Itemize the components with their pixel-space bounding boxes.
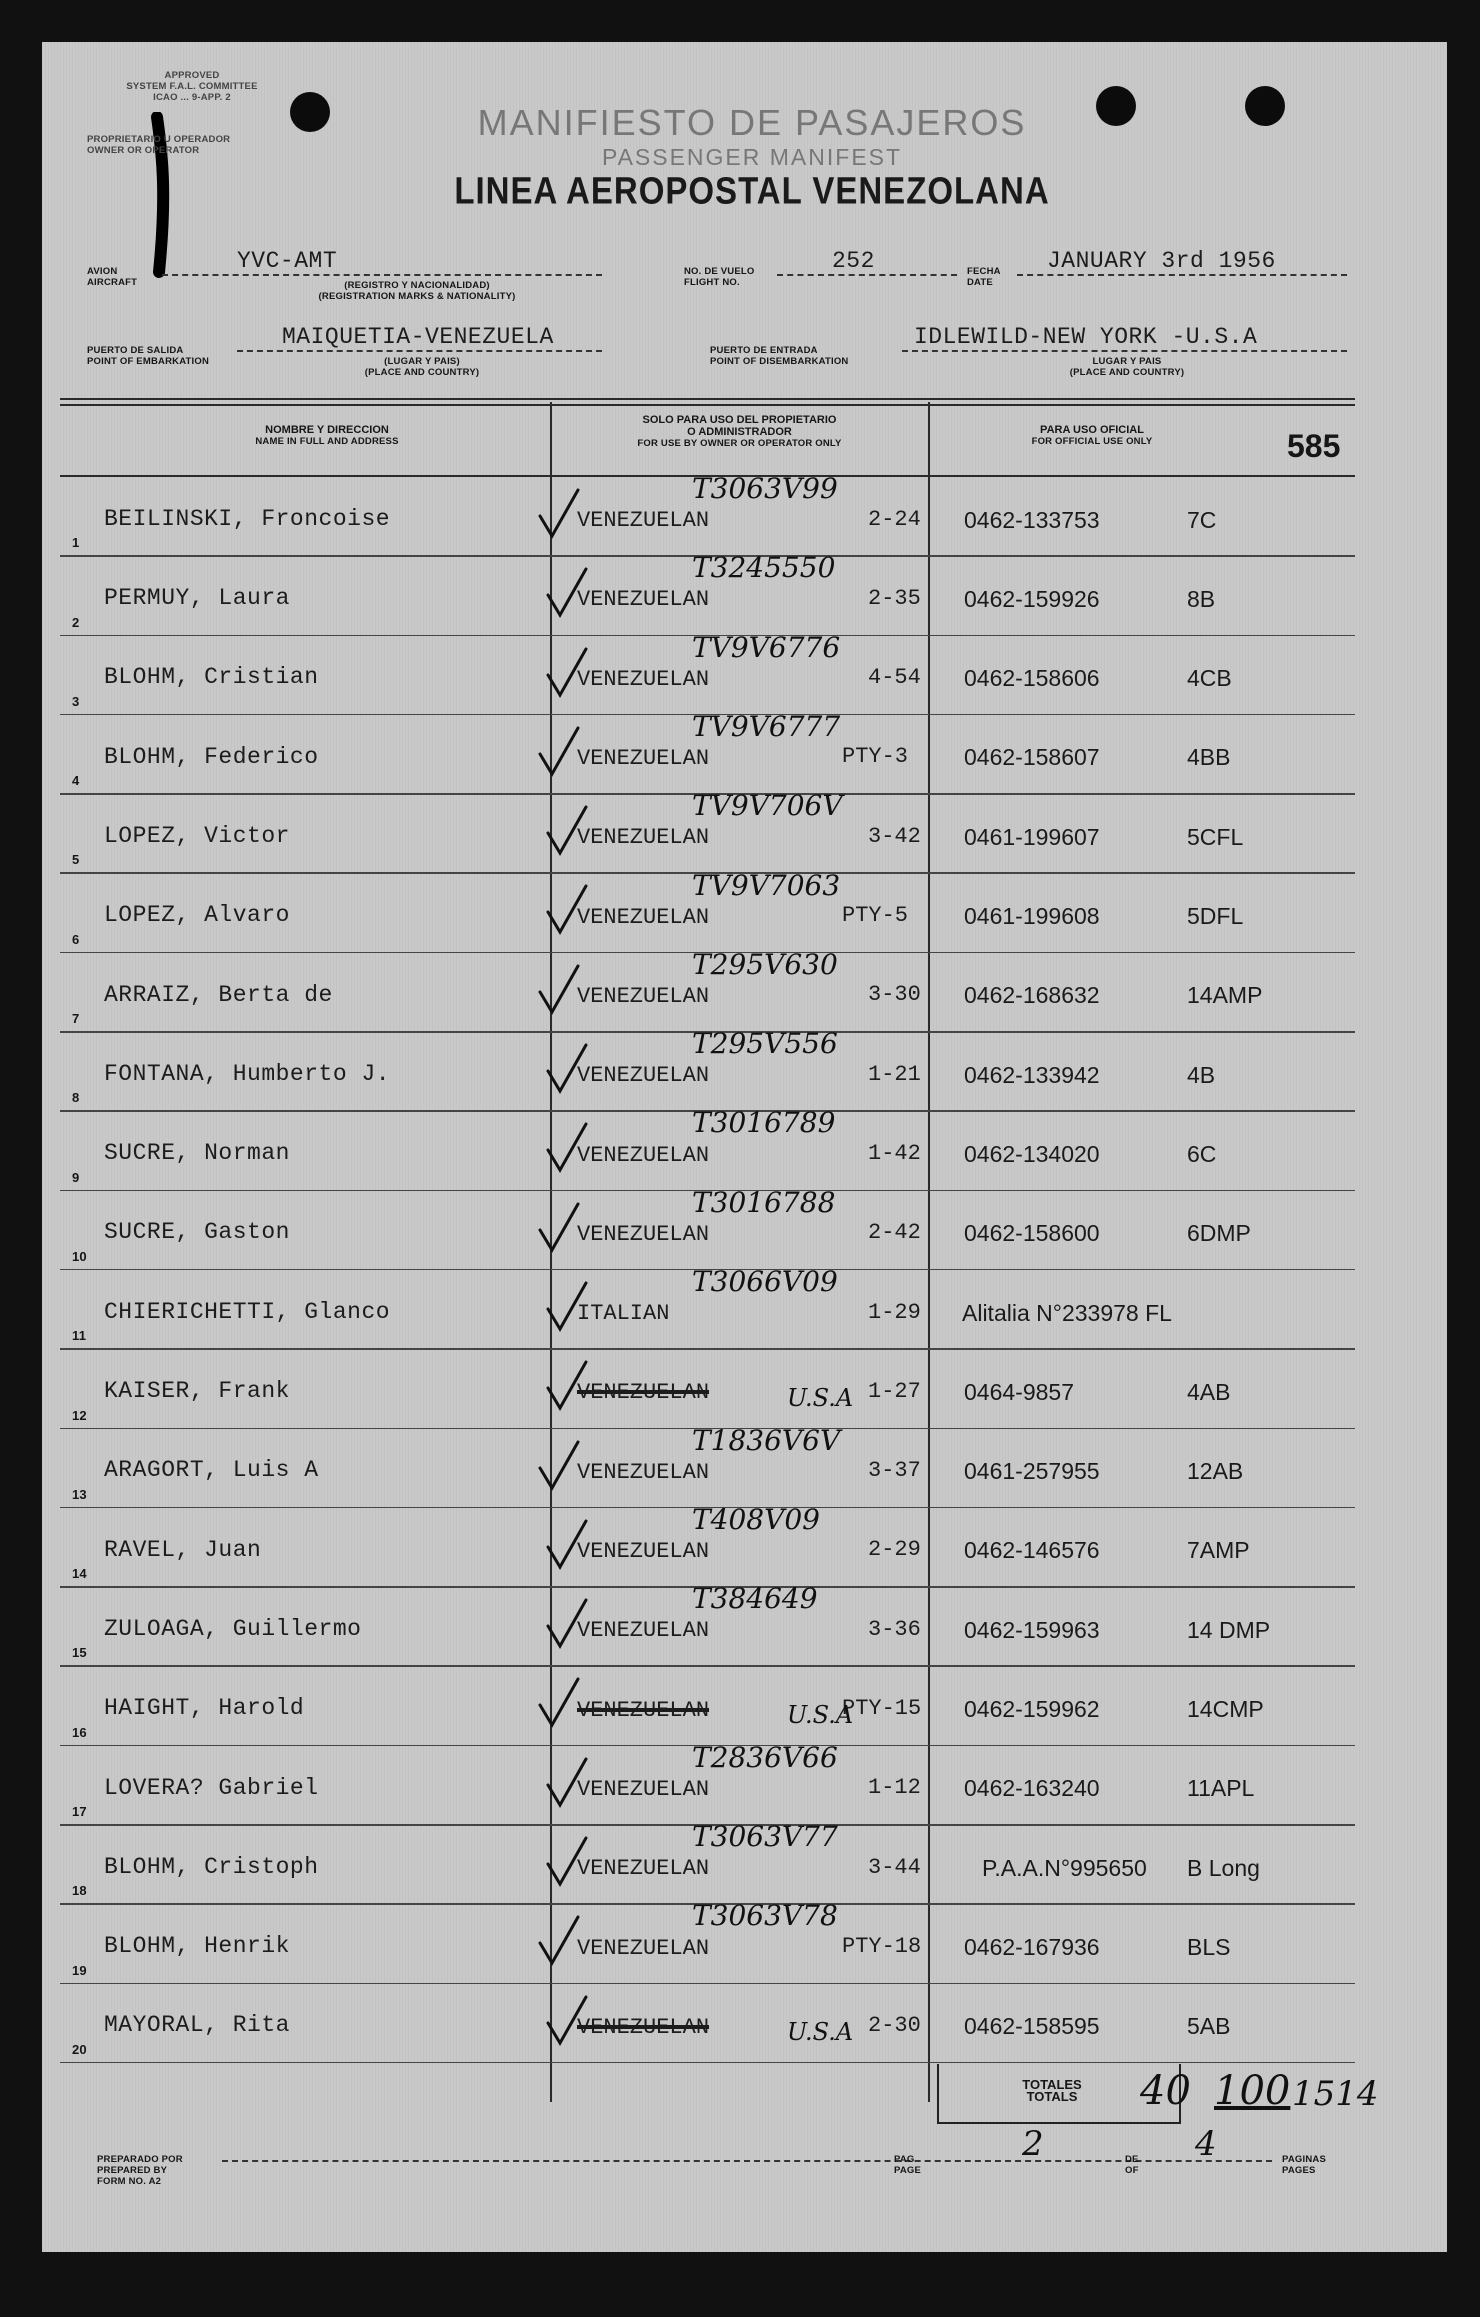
title-spanish: MANIFIESTO DE PASAJEROS	[477, 102, 1027, 143]
disembarkation-value: IDLEWILD-NEW YORK -U.S.A	[914, 324, 1258, 350]
nationality: VENEZUELAN	[577, 1063, 710, 1089]
passenger-code: 1-29	[868, 1299, 921, 1325]
check-mark-icon	[534, 724, 584, 784]
passenger-code: 1-27	[868, 1378, 921, 1404]
handwritten-ticket: T1836V6V	[692, 1423, 841, 1457]
passenger-code: 4-54	[868, 665, 921, 691]
passenger-code: PTY-3	[842, 744, 909, 770]
table-row	[42, 1899, 1372, 1984]
check-mark-icon	[542, 882, 592, 942]
ticket-number: 0461-199607	[964, 823, 1100, 850]
passenger-name: LOVERA? Gabriel	[104, 1774, 319, 1801]
ticket-number: 0462-134020	[964, 1140, 1100, 1167]
row-number: 14	[72, 1566, 87, 1582]
seat-code: 7C	[1187, 506, 1217, 533]
of-value: 4	[1195, 2124, 1217, 2164]
handwritten-ticket: T295V556	[692, 1027, 838, 1061]
ticket-number: 0462-133753	[964, 506, 1100, 533]
totals-hand-2: 100	[1214, 2068, 1291, 2114]
nationality: VENEZUELAN	[577, 983, 710, 1009]
passenger-code: 1-12	[868, 1775, 921, 1801]
check-mark-icon	[542, 1993, 592, 2053]
check-mark-icon	[542, 1120, 592, 1180]
passenger-code: 2-24	[868, 506, 921, 532]
ticket-number: 0462-167936	[964, 1933, 1100, 1960]
passenger-name: LOPEZ, Victor	[104, 822, 290, 849]
nationality: VENEZUELAN	[577, 1776, 710, 1802]
check-mark-icon	[542, 1279, 592, 1339]
page-number: 585	[1287, 428, 1341, 464]
handwritten-ticket: TV9V7063	[692, 868, 841, 902]
passenger-code: 2-35	[868, 585, 921, 611]
embarkation-value: MAIQUETIA-VENEZUELA	[282, 324, 554, 350]
manifest-sheet	[42, 42, 1447, 2252]
passenger-name: PERMUY, Laura	[104, 585, 290, 612]
seat-code: 14CMP	[1187, 1696, 1264, 1723]
punch-hole	[1096, 86, 1136, 126]
seat-code: 4B	[1187, 1061, 1216, 1088]
embarkation-sublabel: (LUGAR Y PAIS) (PLACE AND COUNTRY)	[364, 356, 480, 378]
passenger-code: 2-30	[868, 2013, 921, 2039]
page-label: PAG PAGE	[894, 2154, 922, 2176]
ticket-number: 0462-158606	[964, 665, 1100, 692]
nationality: VENEZUELAN	[577, 904, 710, 930]
seat-code: 5AB	[1187, 2013, 1231, 2040]
handwritten-ticket: T3063V78	[692, 1899, 838, 1933]
column-header-owner: SOLO PARA USO DEL PROPIETARIO O ADMINISTRADOR FOR USE BY OWNER OR OPERATOR ONLY	[637, 414, 842, 449]
pages-label: PAGINAS PAGES	[1282, 2154, 1326, 2176]
table-row	[42, 630, 1372, 716]
ticket-number: 0462-146576	[964, 1537, 1100, 1564]
approval-line: ICAO ... 9-APP. 2	[153, 92, 231, 103]
punch-hole	[290, 92, 330, 132]
nationality: VENEZUELAN	[577, 746, 710, 772]
seat-code: 12AB	[1187, 1458, 1244, 1485]
nationality: VENEZUELAN	[577, 1142, 710, 1168]
check-mark-icon	[542, 1358, 592, 1418]
seat-code: B Long	[1187, 1854, 1260, 1881]
owner-label-es: PROPRIETARIO U OPERADOR	[87, 134, 231, 145]
passenger-code: 3-36	[868, 1616, 921, 1642]
seat-code: 11APL	[1187, 1775, 1255, 1802]
table-row	[42, 1985, 1372, 2064]
check-mark-icon	[542, 1755, 592, 1815]
flight-label: NO. DE VUELO FLIGHT NO.	[684, 266, 755, 288]
ticket-number: 0462-158600	[964, 1220, 1100, 1247]
column-header-name: NOMBRE Y DIRECCION NAME IN FULL AND ADDRESS	[255, 424, 399, 447]
ticket-number: 0462-163240	[964, 1775, 1100, 1802]
ticket-number: 0462-158595	[964, 2013, 1100, 2040]
ticket-number: Alitalia N°233978 FL	[962, 1299, 1172, 1326]
passenger-name: BLOHM, Henrik	[104, 1933, 290, 1960]
row-number: 20	[72, 2041, 87, 2057]
row-number: 12	[72, 1407, 87, 1423]
ticket-number: 0461-257955	[964, 1458, 1100, 1485]
check-mark-icon	[542, 803, 592, 863]
check-mark-icon	[542, 1834, 592, 1894]
handwritten-ticket: T3245550	[692, 551, 836, 585]
ticket-number: 0461-199608	[964, 903, 1100, 930]
passenger-code: 3-42	[868, 823, 921, 849]
handwritten-ticket: TV9V6777	[692, 709, 841, 743]
nationality: ITALIAN	[577, 1301, 670, 1327]
nationality: VENEZUELAN	[577, 1221, 710, 1247]
passenger-code: 3-37	[868, 1458, 921, 1484]
passenger-code: 2-42	[868, 1220, 921, 1246]
table-row	[42, 1820, 1372, 1905]
aircraft-sublabel: (REGISTRO Y NACIONALIDAD) (REGISTRATION MARKS & NATIONALITY)	[318, 280, 516, 302]
table-row	[42, 1106, 1372, 1191]
row-number: 9	[72, 1169, 80, 1185]
passenger-name: ARAGORT, Luis A	[104, 1457, 319, 1484]
row-number: 5	[72, 852, 80, 868]
ticket-number: 0462-159926	[964, 585, 1100, 612]
passenger-name: LOPEZ, Alvaro	[104, 902, 290, 929]
check-mark-icon	[542, 565, 592, 625]
nationality: VENEZUELAN	[577, 1935, 710, 1961]
seat-code: 7AMP	[1187, 1537, 1250, 1564]
owner-label	[87, 134, 230, 156]
row-number: 15	[72, 1645, 87, 1661]
totals-hand-3: 1514	[1292, 2074, 1379, 2114]
table-row	[42, 1265, 1372, 1350]
seat-code: 6C	[1187, 1140, 1217, 1167]
passenger-code: PTY-15	[842, 1696, 922, 1722]
ticket-number: 0462-133942	[964, 1061, 1100, 1088]
approval-stamp	[92, 70, 292, 103]
row-number: 3	[72, 693, 80, 709]
table-row	[42, 709, 1372, 795]
nationality: VENEZUELAN	[577, 1459, 710, 1485]
approval-line: APPROVED	[164, 70, 220, 81]
seat-code: 5CFL	[1187, 823, 1244, 850]
row-number: 2	[72, 614, 80, 630]
passenger-code: 1-42	[868, 1140, 921, 1166]
table-row	[42, 947, 1372, 1033]
table-row	[42, 1350, 1372, 1429]
nationality: VENEZUELAN	[577, 825, 710, 851]
passenger-code: 1-21	[868, 1061, 921, 1087]
handwritten-ticket: U.S.A	[787, 1700, 854, 1729]
seat-code: 6DMP	[1187, 1220, 1251, 1247]
table-row	[42, 1423, 1372, 1509]
handwritten-ticket: U.S.A	[787, 2017, 854, 2046]
nationality: VENEZUELAN	[577, 1618, 710, 1644]
check-mark-icon	[534, 486, 584, 546]
of-label: DE OF	[1125, 2154, 1139, 2176]
date-value: JANUARY 3rd 1956	[1047, 248, 1276, 274]
ticket-number: 0464-9857	[964, 1378, 1074, 1405]
table-row	[42, 868, 1372, 954]
table-row	[42, 472, 1372, 557]
passenger-code: PTY-5	[842, 903, 909, 929]
handwritten-ticket: T408V09	[692, 1502, 820, 1536]
seat-code: 14AMP	[1187, 982, 1263, 1009]
handwritten-ticket: T3066V09	[692, 1265, 838, 1298]
table-row	[42, 1185, 1372, 1271]
passenger-name: BLOHM, Cristoph	[104, 1853, 319, 1880]
approval-line: SYSTEM F.A.L. COMMITTEE	[126, 81, 258, 92]
totals-hand-1: 40	[1140, 2068, 1191, 2114]
row-number: 1	[72, 535, 80, 551]
row-number: 18	[72, 1883, 87, 1899]
handwritten-ticket: T3016789	[692, 1106, 836, 1140]
title-english: PASSENGER MANIFEST	[601, 144, 903, 170]
passenger-name: MAYORAL, Rita	[104, 2012, 290, 2039]
handwritten-ticket: T2836V66	[692, 1740, 838, 1774]
punch-hole	[1245, 86, 1285, 126]
check-mark-icon	[542, 1041, 592, 1101]
check-mark-icon	[534, 1913, 584, 1973]
passenger-name: BEILINSKI, Froncoise	[104, 505, 391, 532]
seat-code: 4CB	[1187, 665, 1232, 692]
row-number: 8	[72, 1090, 80, 1106]
airline-name: LINEA AEROPOSTAL VENEZOLANA	[454, 169, 1050, 212]
check-mark-icon	[534, 1675, 584, 1735]
table-row	[42, 1027, 1372, 1112]
passenger-name: SUCRE, Gaston	[104, 1219, 290, 1246]
date-label: FECHA DATE	[967, 266, 1001, 288]
passenger-name: SUCRE, Norman	[104, 1140, 290, 1167]
nationality: VENEZUELAN	[577, 587, 710, 613]
embarkation-label: PUERTO DE SALIDA POINT OF EMBARKATION	[87, 345, 210, 367]
aircraft-value: YVC-AMT	[237, 248, 338, 274]
check-mark-icon	[534, 962, 584, 1022]
disembarkation-label: PUERTO DE ENTRADA POINT OF DISEMBARKATION	[710, 345, 849, 367]
nationality: VENEZUELAN	[577, 508, 710, 534]
check-mark-icon	[542, 645, 592, 705]
handwritten-ticket: TV9V6776	[692, 630, 841, 664]
nationality: VENEZUELAN	[577, 1856, 710, 1882]
nationality: VENEZUELAN	[577, 2014, 710, 2040]
check-mark-icon	[542, 1596, 592, 1656]
ticket-number: 0462-159963	[964, 1616, 1100, 1643]
handwritten-ticket: T3063V99	[692, 472, 838, 505]
passenger-name: BLOHM, Federico	[104, 743, 319, 770]
row-number: 13	[72, 1486, 87, 1502]
check-mark-icon	[534, 1200, 584, 1260]
seat-code: 5DFL	[1187, 903, 1244, 930]
passenger-name: KAISER, Frank	[104, 1378, 290, 1405]
handwritten-ticket: T384649	[692, 1582, 818, 1616]
row-number: 10	[72, 1248, 87, 1264]
table-row	[42, 1582, 1372, 1667]
passenger-name: FONTANA, Humberto J.	[104, 1060, 391, 1087]
row-number: 4	[72, 773, 80, 789]
aircraft-label: AVION AIRCRAFT	[87, 266, 138, 288]
handwritten-ticket: T3063V77	[692, 1820, 838, 1854]
passenger-name: ZULOAGA, Guillermo	[104, 1615, 362, 1642]
seat-code: 4BB	[1187, 744, 1231, 771]
totals-label: TOTALES TOTALS	[1022, 2077, 1082, 2104]
handwritten-ticket: TV9V706V	[692, 789, 843, 823]
handwritten-ticket: U.S.A	[787, 1383, 854, 1412]
nationality: VENEZUELAN	[577, 1539, 710, 1565]
seat-code: 8B	[1187, 585, 1216, 612]
check-mark-icon	[534, 1438, 584, 1498]
passenger-name: HAIGHT, Harold	[104, 1695, 305, 1722]
table-row	[42, 1502, 1372, 1588]
page-value: 2	[1022, 2124, 1044, 2164]
passenger-code: 2-29	[868, 1537, 921, 1563]
seat-code: 14 DMP	[1187, 1616, 1271, 1643]
check-mark-icon	[542, 1517, 592, 1577]
ticket-number: 0462-168632	[964, 982, 1100, 1009]
row-number: 19	[72, 1962, 87, 1978]
passenger-name: RAVEL, Juan	[104, 1536, 262, 1563]
passenger-code: PTY-18	[842, 1933, 922, 1959]
row-number: 16	[72, 1724, 87, 1740]
nationality: VENEZUELAN	[577, 1380, 710, 1406]
ticket-number: 0462-159962	[964, 1696, 1100, 1723]
row-number: 6	[72, 931, 80, 947]
nationality: VENEZUELAN	[577, 1697, 710, 1723]
passenger-code: 3-30	[868, 982, 921, 1008]
passenger-name: CHIERICHETTI, Glanco	[104, 1298, 391, 1325]
row-number: 7	[72, 1011, 80, 1027]
passenger-name: ARRAIZ, Berta de	[104, 981, 333, 1008]
disembarkation-sublabel: LUGAR Y PAIS (PLACE AND COUNTRY)	[1069, 356, 1185, 378]
handwritten-ticket: T3016788	[692, 1185, 836, 1219]
row-number: 17	[72, 1804, 87, 1820]
table-row	[42, 1740, 1372, 1826]
table-row	[42, 1668, 1372, 1747]
owner-label-en: OWNER OR OPERATOR	[87, 145, 200, 156]
nationality: VENEZUELAN	[577, 666, 710, 692]
row-number: 11	[72, 1328, 87, 1344]
flight-value: 252	[832, 248, 875, 274]
ticket-number: 0462-158607	[964, 744, 1100, 771]
seat-code: BLS	[1187, 1933, 1231, 1960]
prepared-by: PREPARADO POR PREPARED BY FORM NO. A2	[97, 2154, 183, 2187]
column-header-official: PARA USO OFICIAL FOR OFFICIAL USE ONLY	[1031, 424, 1153, 447]
passenger-code: 3-44	[868, 1854, 921, 1880]
seat-code: 4AB	[1187, 1378, 1231, 1405]
table-row	[42, 551, 1372, 636]
handwritten-ticket: T295V630	[692, 947, 838, 981]
table-row	[42, 789, 1372, 874]
ticket-number: P.A.A.N°995650	[982, 1854, 1147, 1881]
passenger-name: BLOHM, Cristian	[104, 664, 319, 691]
